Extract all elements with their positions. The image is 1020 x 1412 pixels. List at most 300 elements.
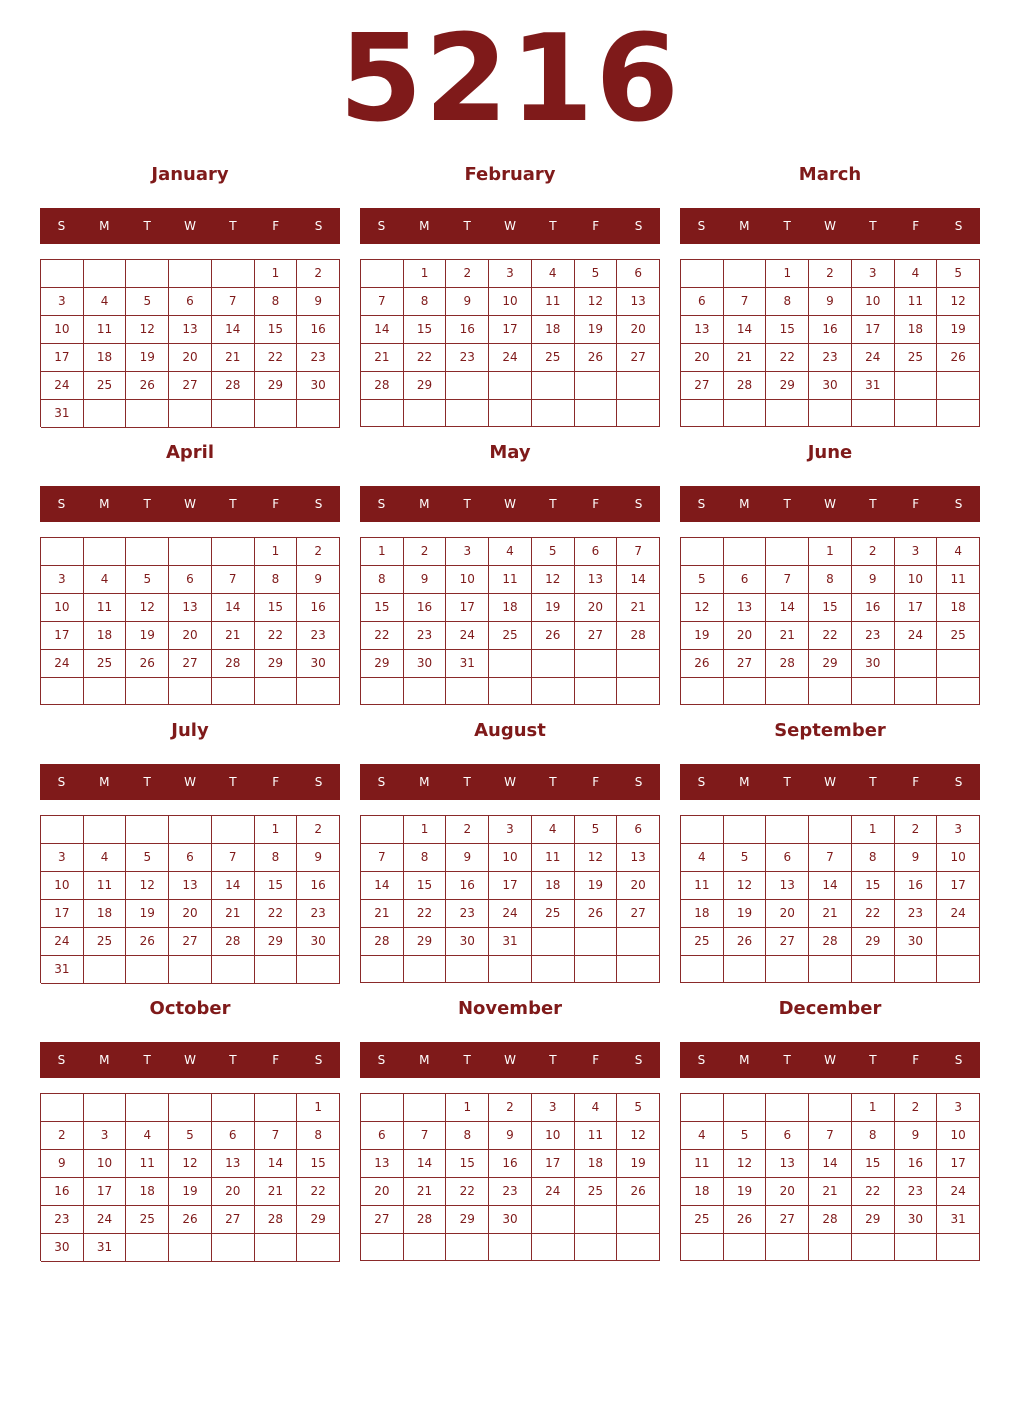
day-cell: 7 [809, 1122, 852, 1150]
empty-cell [126, 1234, 169, 1262]
day-cell: 5 [681, 566, 724, 594]
day-cell: 11 [84, 316, 127, 344]
empty-cell [169, 260, 212, 288]
weekday-label: S [57, 1053, 66, 1067]
weekday-label: M [419, 1053, 430, 1067]
empty-cell [766, 1234, 809, 1261]
day-cell: 8 [766, 288, 809, 316]
day-cell: 2 [895, 816, 938, 844]
empty-cell [852, 1234, 895, 1261]
day-cell: 10 [84, 1150, 127, 1178]
day-cell: 10 [532, 1122, 575, 1150]
day-cell: 3 [41, 288, 84, 316]
weekday-label: T [783, 219, 791, 233]
day-cell: 30 [489, 1206, 532, 1234]
day-cell: 8 [404, 288, 447, 316]
day-cell: 3 [852, 260, 895, 288]
day-cell: 24 [937, 900, 980, 928]
day-cell: 12 [532, 566, 575, 594]
day-cell: 15 [766, 316, 809, 344]
weekday-label: T [463, 775, 471, 789]
day-cell: 3 [937, 816, 980, 844]
day-grid [360, 815, 660, 983]
day-cell: 8 [255, 844, 298, 872]
month-name: October [149, 998, 231, 1019]
empty-cell [724, 538, 767, 566]
empty-cell [255, 1094, 298, 1122]
day-cell: 5 [724, 1122, 767, 1150]
day-cell: 17 [895, 594, 938, 622]
day-cell: 1 [255, 816, 298, 844]
weekday-label: T [229, 775, 237, 789]
day-cell: 15 [404, 872, 447, 900]
year-title: 5216 [339, 10, 681, 149]
day-cell: 3 [489, 260, 532, 288]
weekday-label: W [824, 219, 836, 233]
day-cell: 26 [937, 344, 980, 372]
day-cell: 7 [361, 288, 404, 316]
empty-cell [681, 678, 724, 705]
day-cell: 27 [766, 928, 809, 956]
day-cell: 4 [895, 260, 938, 288]
weekday-label: M [419, 219, 430, 233]
empty-cell [575, 678, 618, 705]
empty-cell [809, 400, 852, 427]
weekday-header [360, 764, 660, 800]
day-cell: 21 [212, 344, 255, 372]
day-cell: 12 [126, 316, 169, 344]
month-name: February [464, 164, 556, 185]
empty-cell [809, 678, 852, 705]
day-cell: 20 [169, 344, 212, 372]
weekday-label: T [463, 497, 471, 511]
day-cell: 15 [361, 594, 404, 622]
weekday-label: S [57, 497, 66, 511]
empty-cell [169, 400, 212, 428]
empty-cell [937, 1234, 980, 1261]
day-cell: 25 [489, 622, 532, 650]
day-cell: 19 [575, 316, 618, 344]
day-cell: 28 [255, 1206, 298, 1234]
day-cell: 19 [126, 900, 169, 928]
day-cell: 19 [169, 1178, 212, 1206]
day-cell: 3 [532, 1094, 575, 1122]
day-cell: 2 [852, 538, 895, 566]
weekday-label: S [697, 497, 706, 511]
day-cell: 14 [212, 316, 255, 344]
day-cell: 10 [41, 872, 84, 900]
day-cell: 20 [766, 900, 809, 928]
empty-cell [212, 400, 255, 428]
day-cell: 8 [255, 566, 298, 594]
day-cell: 5 [575, 260, 618, 288]
day-cell: 12 [937, 288, 980, 316]
day-cell: 28 [212, 650, 255, 678]
day-cell: 15 [297, 1150, 340, 1178]
day-cell: 28 [212, 372, 255, 400]
day-cell: 18 [937, 594, 980, 622]
day-cell: 4 [681, 844, 724, 872]
weekday-label: T [229, 1053, 237, 1067]
weekday-label: F [912, 497, 920, 511]
weekday-label: T [229, 219, 237, 233]
empty-cell [681, 400, 724, 427]
day-cell: 27 [617, 900, 660, 928]
day-cell: 20 [617, 872, 660, 900]
day-cell: 24 [489, 900, 532, 928]
empty-cell [446, 678, 489, 705]
empty-cell [724, 1094, 767, 1122]
weekday-header [680, 486, 980, 522]
day-cell: 2 [446, 816, 489, 844]
day-cell: 11 [532, 844, 575, 872]
day-cell: 15 [404, 316, 447, 344]
day-cell: 9 [404, 566, 447, 594]
day-cell: 14 [766, 594, 809, 622]
day-cell: 26 [724, 1206, 767, 1234]
day-cell: 13 [575, 566, 618, 594]
day-cell: 11 [681, 1150, 724, 1178]
empty-cell [809, 956, 852, 983]
day-cell: 2 [297, 260, 340, 288]
empty-cell [41, 1094, 84, 1122]
day-cell: 7 [724, 288, 767, 316]
day-cell: 4 [84, 844, 127, 872]
day-cell: 28 [809, 928, 852, 956]
day-cell: 28 [809, 1206, 852, 1234]
weekday-label: T [869, 1053, 877, 1067]
empty-cell [937, 928, 980, 956]
day-cell: 7 [766, 566, 809, 594]
day-cell: 29 [255, 372, 298, 400]
empty-cell [681, 260, 724, 288]
day-cell: 18 [489, 594, 532, 622]
day-cell: 22 [446, 1178, 489, 1206]
weekday-label: F [912, 775, 920, 789]
day-cell: 16 [404, 594, 447, 622]
day-cell: 23 [297, 900, 340, 928]
day-cell: 19 [724, 1178, 767, 1206]
day-cell: 22 [852, 900, 895, 928]
day-cell: 28 [766, 650, 809, 678]
day-cell: 31 [41, 956, 84, 984]
empty-cell [489, 1234, 532, 1261]
empty-cell [724, 260, 767, 288]
empty-cell [212, 816, 255, 844]
day-cell: 6 [169, 844, 212, 872]
day-cell: 9 [895, 1122, 938, 1150]
day-cell: 13 [766, 872, 809, 900]
month-name: September [774, 720, 886, 741]
month-name: November [457, 998, 563, 1019]
day-cell: 10 [446, 566, 489, 594]
weekday-header [40, 1042, 340, 1078]
empty-cell [41, 816, 84, 844]
weekday-header [360, 486, 660, 522]
day-cell: 24 [446, 622, 489, 650]
empty-cell [532, 372, 575, 400]
empty-cell [895, 678, 938, 705]
day-cell: 15 [852, 872, 895, 900]
weekday-label: S [57, 775, 66, 789]
empty-cell [297, 1234, 340, 1262]
day-cell: 26 [126, 928, 169, 956]
day-cell: 17 [937, 1150, 980, 1178]
day-cell: 3 [489, 816, 532, 844]
day-cell: 2 [41, 1122, 84, 1150]
day-cell: 21 [724, 344, 767, 372]
weekday-label: M [419, 775, 430, 789]
day-cell: 16 [297, 872, 340, 900]
weekday-header [680, 1042, 980, 1078]
day-cell: 1 [446, 1094, 489, 1122]
empty-cell [84, 678, 127, 705]
day-cell: 20 [575, 594, 618, 622]
weekday-label: S [954, 497, 963, 511]
empty-cell [809, 816, 852, 844]
day-cell: 6 [617, 260, 660, 288]
weekday-label: M [739, 775, 750, 789]
day-cell: 3 [895, 538, 938, 566]
day-cell: 20 [169, 622, 212, 650]
empty-cell [41, 538, 84, 566]
day-cell: 2 [895, 1094, 938, 1122]
empty-cell [895, 650, 938, 678]
empty-cell [895, 400, 938, 427]
day-cell: 2 [297, 538, 340, 566]
day-cell: 1 [361, 538, 404, 566]
day-cell: 15 [852, 1150, 895, 1178]
day-cell: 27 [617, 344, 660, 372]
day-cell: 22 [766, 344, 809, 372]
empty-cell [126, 400, 169, 428]
day-cell: 20 [169, 900, 212, 928]
empty-cell [255, 956, 298, 984]
day-cell: 13 [617, 844, 660, 872]
day-cell: 7 [361, 844, 404, 872]
day-grid [680, 537, 980, 705]
month-name: March [798, 164, 862, 185]
weekday-label: W [824, 497, 836, 511]
day-cell: 9 [446, 288, 489, 316]
day-cell: 16 [852, 594, 895, 622]
day-cell: 17 [532, 1150, 575, 1178]
day-cell: 23 [489, 1178, 532, 1206]
day-cell: 11 [937, 566, 980, 594]
day-cell: 25 [126, 1206, 169, 1234]
day-cell: 9 [852, 566, 895, 594]
weekday-header [360, 208, 660, 244]
day-cell: 31 [84, 1234, 127, 1262]
day-cell: 30 [41, 1234, 84, 1262]
day-cell: 31 [41, 400, 84, 428]
day-cell: 9 [297, 566, 340, 594]
empty-cell [297, 400, 340, 428]
empty-cell [446, 400, 489, 427]
day-cell: 27 [766, 1206, 809, 1234]
day-cell: 10 [895, 566, 938, 594]
day-cell: 10 [937, 844, 980, 872]
empty-cell [532, 650, 575, 678]
day-cell: 15 [255, 316, 298, 344]
day-cell: 16 [489, 1150, 532, 1178]
empty-cell [575, 956, 618, 983]
month-name: December [778, 998, 882, 1019]
empty-cell [532, 1206, 575, 1234]
weekday-label: S [954, 219, 963, 233]
empty-cell [766, 678, 809, 705]
day-cell: 10 [937, 1122, 980, 1150]
day-cell: 6 [169, 566, 212, 594]
weekday-label: W [184, 1053, 196, 1067]
day-cell: 4 [937, 538, 980, 566]
day-cell: 21 [404, 1178, 447, 1206]
empty-cell [532, 678, 575, 705]
empty-cell [937, 956, 980, 983]
day-cell: 12 [126, 594, 169, 622]
day-cell: 8 [297, 1122, 340, 1150]
day-cell: 27 [681, 372, 724, 400]
day-cell: 16 [895, 872, 938, 900]
empty-cell [212, 1234, 255, 1262]
empty-cell [532, 400, 575, 427]
weekday-label: F [592, 497, 600, 511]
weekday-label: T [549, 775, 557, 789]
weekday-label: S [697, 219, 706, 233]
day-cell: 23 [895, 1178, 938, 1206]
weekday-label: F [272, 497, 280, 511]
weekday-label: T [869, 219, 877, 233]
empty-cell [852, 400, 895, 427]
empty-cell [84, 956, 127, 984]
weekday-label: F [592, 775, 600, 789]
empty-cell [212, 260, 255, 288]
day-cell: 12 [724, 1150, 767, 1178]
weekday-label: M [99, 497, 110, 511]
empty-cell [169, 538, 212, 566]
day-cell: 5 [126, 288, 169, 316]
weekday-header [40, 764, 340, 800]
day-cell: 10 [41, 594, 84, 622]
day-grid [360, 537, 660, 705]
day-cell: 11 [895, 288, 938, 316]
day-cell: 14 [404, 1150, 447, 1178]
day-cell: 28 [617, 622, 660, 650]
day-grid [40, 259, 340, 427]
day-cell: 3 [41, 566, 84, 594]
day-cell: 25 [681, 1206, 724, 1234]
empty-cell [895, 956, 938, 983]
weekday-label: T [143, 775, 151, 789]
day-cell: 8 [255, 288, 298, 316]
day-cell: 9 [446, 844, 489, 872]
day-cell: 9 [895, 844, 938, 872]
empty-cell [404, 1234, 447, 1261]
weekday-label: T [869, 497, 877, 511]
empty-cell [681, 1094, 724, 1122]
day-cell: 17 [41, 344, 84, 372]
weekday-label: S [377, 497, 386, 511]
day-cell: 3 [84, 1122, 127, 1150]
empty-cell [84, 538, 127, 566]
day-cell: 26 [532, 622, 575, 650]
empty-cell [84, 816, 127, 844]
day-cell: 26 [575, 900, 618, 928]
empty-cell [937, 650, 980, 678]
weekday-label: S [634, 219, 643, 233]
day-cell: 22 [255, 622, 298, 650]
empty-cell [169, 1094, 212, 1122]
empty-cell [489, 400, 532, 427]
empty-cell [617, 372, 660, 400]
empty-cell [361, 816, 404, 844]
weekday-label: S [634, 1053, 643, 1067]
day-grid [360, 259, 660, 427]
day-cell: 15 [446, 1150, 489, 1178]
day-cell: 19 [126, 622, 169, 650]
weekday-label: T [143, 497, 151, 511]
day-cell: 7 [809, 844, 852, 872]
empty-cell [169, 678, 212, 705]
day-cell: 3 [937, 1094, 980, 1122]
day-cell: 18 [84, 900, 127, 928]
day-cell: 29 [852, 1206, 895, 1234]
day-cell: 31 [489, 928, 532, 956]
day-cell: 21 [766, 622, 809, 650]
empty-cell [617, 650, 660, 678]
weekday-label: S [377, 219, 386, 233]
day-cell: 7 [212, 844, 255, 872]
empty-cell [169, 816, 212, 844]
day-cell: 1 [255, 260, 298, 288]
weekday-label: M [99, 219, 110, 233]
empty-cell [809, 1094, 852, 1122]
empty-cell [41, 678, 84, 705]
day-cell: 28 [361, 372, 404, 400]
day-cell: 13 [766, 1150, 809, 1178]
day-cell: 26 [724, 928, 767, 956]
day-cell: 22 [255, 344, 298, 372]
weekday-label: W [504, 219, 516, 233]
empty-cell [361, 678, 404, 705]
day-cell: 20 [212, 1178, 255, 1206]
empty-cell [937, 678, 980, 705]
weekday-label: T [783, 775, 791, 789]
empty-cell [84, 1094, 127, 1122]
day-cell: 1 [809, 538, 852, 566]
day-cell: 28 [724, 372, 767, 400]
day-cell: 26 [169, 1206, 212, 1234]
empty-cell [255, 1234, 298, 1262]
empty-cell [532, 928, 575, 956]
day-cell: 11 [575, 1122, 618, 1150]
weekday-label: F [592, 219, 600, 233]
day-cell: 22 [404, 344, 447, 372]
day-cell: 17 [41, 622, 84, 650]
day-cell: 29 [404, 928, 447, 956]
day-cell: 31 [852, 372, 895, 400]
day-cell: 12 [575, 288, 618, 316]
day-cell: 2 [809, 260, 852, 288]
day-cell: 14 [255, 1150, 298, 1178]
empty-cell [361, 956, 404, 983]
empty-cell [212, 538, 255, 566]
day-cell: 31 [937, 1206, 980, 1234]
day-cell: 23 [446, 900, 489, 928]
month-name: May [489, 442, 531, 463]
day-cell: 11 [84, 872, 127, 900]
empty-cell [489, 678, 532, 705]
